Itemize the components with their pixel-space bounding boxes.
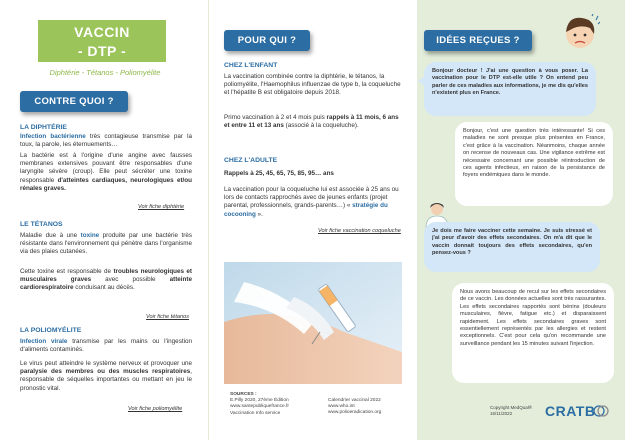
- text-tetanos-2c: conduisant au décès.: [73, 284, 135, 292]
- copyright-line-1: Copyright MedQual®: [490, 405, 533, 410]
- title-line-1: VACCIN: [74, 24, 130, 40]
- text-diphterie-2-start: La bactérie est à l'origine d'une angine avec fausses membranes extensives pouvant être responsables d'une laryngite sévère (croup). Elle peut sécréter une toxine responsable: [20, 152, 192, 184]
- heading-chez-enfant: CHEZ L'ENFANT: [224, 62, 278, 69]
- cratb-logo-icon: [545, 402, 609, 420]
- svg-text:CRATB: CRATB: [545, 403, 596, 419]
- text-polio-2b: , responsable de séquelles importantes ou mettant en jeu le pronostic vital.: [20, 368, 192, 392]
- bubble-answer-2: Nous avons beaucoup de recul sur les effets secondaires de ce vaccin. Les données actuelles sont très rassurantes. Les effets secondaires rapportés sont bénins (douleurs musculaires, fièvre, fatigue etc.) et disparaissent rapidement. Les effets secondaires graves sont essentiellement représentés par les allergies et restent exceptionnels. C'est pour cela qu'on recommande une surveillance pendant les 15 minutes suivant l'injection.: [452, 283, 614, 383]
- text-diphterie-1-rest: très contagieuse transmise par la toux, la parole, les éternuements…: [20, 133, 192, 149]
- text-tetanos-2b: avec possible: [91, 276, 170, 284]
- sources-label: SOURCES :: [230, 392, 257, 397]
- link-fiche-diphterie[interactable]: Voir fiche diphtérie: [138, 204, 185, 210]
- heading-poliomyelite: LA POLIOMYÉLITE: [20, 327, 82, 334]
- text-polio-1: [20, 338, 192, 354]
- text-diphterie-2: [20, 152, 192, 193]
- copyright-line-2: 16/11/2022: [490, 411, 513, 416]
- link-fiche-tetanos[interactable]: Voir fiche tétanos: [146, 314, 190, 320]
- text-cocooning: stratégie du cocooning: [224, 202, 388, 218]
- tag-idees-recues: IDÉES REÇUES ?: [424, 30, 532, 51]
- text-diphterie-2-bold: d'atteintes cardiaques, neurologiques et/ou rénales graves.: [20, 176, 192, 192]
- link-fiche-coqueluche[interactable]: Voir fiche vaccination coqueluche: [318, 228, 401, 234]
- text-enfant-2: [224, 114, 402, 130]
- subtitle: Diphtérie - Tétanos - Poliomyélite: [49, 68, 161, 77]
- text-adulte-2: [224, 186, 402, 219]
- worried-person-icon: [560, 14, 600, 54]
- link-fiche-poliomyelite[interactable]: Voir fiche poliomyélite: [128, 406, 183, 412]
- heading-diphterie: LA DIPHTÉRIE: [20, 124, 67, 131]
- text-polio-2: [20, 360, 192, 393]
- text-polio-2-bold: paralysie des membres ou des muscles respiratoires: [20, 368, 191, 376]
- text-enfant-2-bold: rappels à 11 mois, 6 ans et entre 11 et 13 ans: [224, 114, 399, 130]
- source-item: Calendrier vaccinal 2022: [328, 398, 381, 403]
- text-tetanos-1b: produite par une bactérie très résistante dans l'environnement qui pénètre dans l'organisme via des plaies cutanées.: [20, 232, 192, 256]
- text-tetanos-1a: Maladie due à une: [20, 232, 81, 239]
- source-item: E.Pilly 2020, 27ème Édition: [230, 398, 289, 404]
- text-tetanos-2a: Cette toxine est responsable de: [20, 268, 114, 275]
- text-polio-2a: Le virus peut atteindre le système nerveux et provoquer une: [20, 360, 192, 367]
- heading-tetanos: LE TÉTANOS: [20, 221, 63, 228]
- bubble-answer-1: Bonjour, c'est une question très intéressante! Si ces maladies ne sont presque plus présentes en France, c'est grâce à la vaccination. Néanmoins, chaque année on recense de nouveaux cas. Une vigilance extrême est nécessaire concernant une possible réintroduction de ces agents infectieux, en raison de la persistance de foyers endémiques dans le monde.: [455, 122, 613, 206]
- vaccination-photo: [224, 262, 402, 384]
- heading-chez-adulte: CHEZ L'ADULTE: [224, 157, 278, 164]
- em-infection-virale: Infection virale: [20, 338, 68, 345]
- text-tetanos-1: [20, 232, 192, 257]
- em-infection-bacterienne: Infection bactérienne: [20, 133, 86, 140]
- sources-right: [328, 398, 408, 417]
- text-tetanos-2-bold1: troubles neurologiques et musculaires graves: [20, 268, 193, 284]
- tag-contre-quoi: CONTRE QUOI ?: [20, 91, 128, 112]
- copyright: [490, 405, 532, 417]
- text-diphterie-1: [20, 133, 192, 149]
- em-toxine: toxine: [80, 232, 100, 239]
- text-adulte-rappels: Rappels à 25, 45, 65, 75, 85, 95… ans: [224, 170, 334, 177]
- vaccin-title-block: [38, 20, 166, 62]
- source-item: Vaccination Info service: [230, 410, 281, 416]
- text-enfant-2a: Primo vaccination à 2 et 4 mois puis: [224, 114, 327, 121]
- text-polio-1-rest: transmise par les mains ou l'ingestion d'aliments contaminés.: [20, 338, 192, 354]
- injection-illustration: [224, 262, 402, 384]
- text-adulte-2b: ».: [255, 210, 263, 218]
- sources-left: [230, 392, 310, 417]
- source-item: www.who.int: [328, 404, 355, 410]
- title-line-2: - DTP -: [77, 43, 127, 59]
- source-item: www.santepubliquefrance.fr: [230, 404, 289, 410]
- text-tetanos-2-bold2: atteinte cardiorespiratoire: [20, 276, 192, 292]
- bubble-question-2: Je dois me faire vacciner cette semaine. Je suis stressé et j'ai peur d'avoir des effets secondaires. On m'a dit que le vaccin donnait toujours des effets secondaires, qu'en pensez-vous ?: [424, 222, 600, 272]
- text-enfant-2b: (associé à la coqueluche).: [283, 122, 359, 130]
- tag-pour-qui: POUR QUI ?: [224, 30, 310, 51]
- cratb-logo: [545, 402, 609, 420]
- text-enfant-1: La vaccination combinée contre la diphtérie, le tétanos, la poliomyélite, l'Haemophilus influenzae de type b, la coqueluche et l'hépatite B est obligatoire depuis 2018.: [224, 73, 401, 97]
- text-tetanos-2: [20, 268, 192, 293]
- source-item: www.polioeradication.org: [328, 410, 382, 416]
- bubble-question-1: Bonjour docteur ! J'ai une question à vous poser. La vaccination pour le DTP est-elle utile ? On entend peu parler de ces maladies aux informations, je me dis qu'elles n'existent plus en France.: [424, 62, 596, 116]
- text-adulte-2a: La vaccination pour la coqueluche lui est associée à 25 ans ou lors de contacts rapprochés avec de jeunes enfants (projet parental, professionnels, grands-parents…) «: [224, 186, 399, 210]
